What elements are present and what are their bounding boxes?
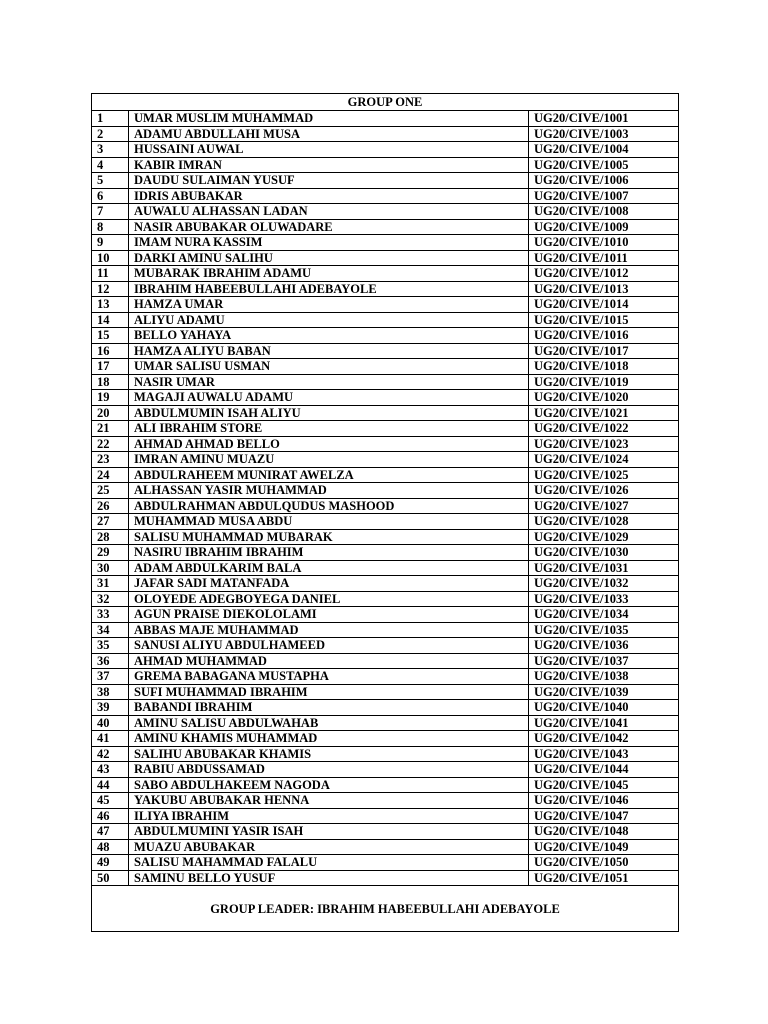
member-number: 44 [92,777,129,793]
member-number: 5 [92,173,129,189]
member-reg-number: UG20/CIVE/1050 [529,855,679,871]
member-name: IMRAN AMINU MUAZU [129,452,529,468]
table-row [92,529,679,545]
member-name: SALISU MUHAMMAD MUBARAK [129,529,529,545]
member-name: GREMA BABAGANA MUSTAPHA [129,669,529,685]
table-row [92,622,679,638]
member-reg-number: UG20/CIVE/1001 [529,111,679,127]
member-name: DARKI AMINU SALIHU [129,250,529,266]
member-number: 30 [92,560,129,576]
table-row [92,204,679,220]
table-row [92,607,679,623]
table-row [92,669,679,685]
member-name: HAMZA ALIYU BABAN [129,343,529,359]
table-row [92,126,679,142]
member-reg-number: UG20/CIVE/1008 [529,204,679,220]
table-row [92,498,679,514]
member-name: ABDULMUMINI YASIR ISAH [129,824,529,840]
member-number: 40 [92,715,129,731]
member-reg-number: UG20/CIVE/1005 [529,157,679,173]
member-name: KABIR IMRAN [129,157,529,173]
table-row [92,219,679,235]
member-reg-number: UG20/CIVE/1044 [529,762,679,778]
member-reg-number: UG20/CIVE/1039 [529,684,679,700]
roster-body [92,94,679,932]
member-reg-number: UG20/CIVE/1033 [529,591,679,607]
member-name: BELLO YAHAYA [129,328,529,344]
member-number: 17 [92,359,129,375]
member-number: 50 [92,870,129,886]
member-reg-number: UG20/CIVE/1034 [529,607,679,623]
table-row [92,808,679,824]
table-row [92,467,679,483]
member-number: 24 [92,467,129,483]
member-number: 22 [92,436,129,452]
member-number: 13 [92,297,129,313]
table-row [92,560,679,576]
member-reg-number: UG20/CIVE/1047 [529,808,679,824]
table-row [92,436,679,452]
member-name: ALI IBRAHIM STORE [129,421,529,437]
member-name: ABDULMUMIN ISAH ALIYU [129,405,529,421]
member-reg-number: UG20/CIVE/1028 [529,514,679,530]
member-number: 25 [92,483,129,499]
member-number: 23 [92,452,129,468]
member-name: RABIU ABDUSSAMAD [129,762,529,778]
member-number: 29 [92,545,129,561]
table-row [92,483,679,499]
member-reg-number: UG20/CIVE/1022 [529,421,679,437]
member-number: 20 [92,405,129,421]
group-title: GROUP ONE [92,94,679,111]
table-row [92,684,679,700]
member-name: ABDULRAHEEM MUNIRAT AWELZA [129,467,529,483]
table-row [92,777,679,793]
member-number: 2 [92,126,129,142]
member-number: 45 [92,793,129,809]
member-name: BABANDI IBRAHIM [129,700,529,716]
member-reg-number: UG20/CIVE/1043 [529,746,679,762]
member-reg-number: UG20/CIVE/1014 [529,297,679,313]
member-name: ABDULRAHMAN ABDULQUDUS MASHOOD [129,498,529,514]
member-number: 8 [92,219,129,235]
member-reg-number: UG20/CIVE/1031 [529,560,679,576]
member-name: SALISU MAHAMMAD FALALU [129,855,529,871]
member-reg-number: UG20/CIVE/1011 [529,250,679,266]
member-number: 4 [92,157,129,173]
member-number: 48 [92,839,129,855]
member-number: 33 [92,607,129,623]
table-row [92,235,679,251]
member-number: 21 [92,421,129,437]
table-row [92,188,679,204]
member-reg-number: UG20/CIVE/1040 [529,700,679,716]
member-number: 28 [92,529,129,545]
table-row [92,142,679,158]
group-title-row [92,94,679,111]
member-number: 16 [92,343,129,359]
member-number: 9 [92,235,129,251]
member-number: 26 [92,498,129,514]
member-name: AUWALU ALHASSAN LADAN [129,204,529,220]
member-number: 39 [92,700,129,716]
member-reg-number: UG20/CIVE/1009 [529,219,679,235]
table-row [92,839,679,855]
member-name: AHMAD MUHAMMAD [129,653,529,669]
table-row [92,328,679,344]
member-reg-number: UG20/CIVE/1046 [529,793,679,809]
member-name: AHMAD AHMAD BELLO [129,436,529,452]
table-row [92,715,679,731]
member-number: 47 [92,824,129,840]
member-number: 37 [92,669,129,685]
member-name: SANUSI ALIYU ABDULHAMEED [129,638,529,654]
table-row [92,111,679,127]
member-name: IBRAHIM HABEEBULLAHI ADEBAYOLE [129,281,529,297]
table-row [92,514,679,530]
table-row [92,266,679,282]
member-name: UMAR MUSLIM MUHAMMAD [129,111,529,127]
member-number: 11 [92,266,129,282]
table-row [92,405,679,421]
member-name: ADAMU ABDULLAHI MUSA [129,126,529,142]
member-reg-number: UG20/CIVE/1010 [529,235,679,251]
member-number: 12 [92,281,129,297]
member-reg-number: UG20/CIVE/1045 [529,777,679,793]
member-number: 14 [92,312,129,328]
table-row [92,374,679,390]
member-number: 1 [92,111,129,127]
member-reg-number: UG20/CIVE/1042 [529,731,679,747]
member-name: MAGAJI AUWALU ADAMU [129,390,529,406]
member-number: 18 [92,374,129,390]
table-row [92,312,679,328]
member-reg-number: UG20/CIVE/1035 [529,622,679,638]
member-reg-number: UG20/CIVE/1051 [529,870,679,886]
table-row [92,421,679,437]
member-reg-number: UG20/CIVE/1032 [529,576,679,592]
member-number: 46 [92,808,129,824]
member-name: ABBAS MAJE MUHAMMAD [129,622,529,638]
member-name: DAUDU SULAIMAN YUSUF [129,173,529,189]
member-reg-number: UG20/CIVE/1027 [529,498,679,514]
member-number: 43 [92,762,129,778]
member-reg-number: UG20/CIVE/1021 [529,405,679,421]
member-reg-number: UG20/CIVE/1006 [529,173,679,189]
member-reg-number: UG20/CIVE/1004 [529,142,679,158]
member-number: 3 [92,142,129,158]
member-number: 34 [92,622,129,638]
member-number: 32 [92,591,129,607]
member-reg-number: UG20/CIVE/1003 [529,126,679,142]
member-reg-number: UG20/CIVE/1025 [529,467,679,483]
member-name: AMINU SALISU ABDULWAHAB [129,715,529,731]
member-name: HUSSAINI AUWAL [129,142,529,158]
member-reg-number: UG20/CIVE/1038 [529,669,679,685]
member-reg-number: UG20/CIVE/1036 [529,638,679,654]
table-row [92,591,679,607]
member-name: HAMZA UMAR [129,297,529,313]
member-name: MUBARAK IBRAHIM ADAMU [129,266,529,282]
member-name: AMINU KHAMIS MUHAMMAD [129,731,529,747]
member-name: JAFAR SADI MATANFADA [129,576,529,592]
member-reg-number: UG20/CIVE/1016 [529,328,679,344]
member-name: MUHAMMAD MUSA ABDU [129,514,529,530]
table-row [92,390,679,406]
member-name: MUAZU ABUBAKAR [129,839,529,855]
member-number: 38 [92,684,129,700]
table-row [92,653,679,669]
member-number: 31 [92,576,129,592]
member-reg-number: UG20/CIVE/1020 [529,390,679,406]
member-reg-number: UG20/CIVE/1049 [529,839,679,855]
member-number: 27 [92,514,129,530]
member-reg-number: UG20/CIVE/1013 [529,281,679,297]
group-leader: GROUP LEADER: IBRAHIM HABEEBULLAHI ADEBAYOLE [92,886,679,932]
table-row [92,157,679,173]
member-name: NASIR UMAR [129,374,529,390]
member-reg-number: UG20/CIVE/1030 [529,545,679,561]
table-row [92,545,679,561]
member-reg-number: UG20/CIVE/1026 [529,483,679,499]
table-row [92,793,679,809]
member-number: 10 [92,250,129,266]
member-number: 7 [92,204,129,220]
table-row [92,359,679,375]
member-reg-number: UG20/CIVE/1041 [529,715,679,731]
member-name: AGUN PRAISE DIEKOLOLAMI [129,607,529,623]
table-row [92,638,679,654]
member-reg-number: UG20/CIVE/1024 [529,452,679,468]
table-row [92,870,679,886]
table-row [92,700,679,716]
member-name: SALIHU ABUBAKAR KHAMIS [129,746,529,762]
member-reg-number: UG20/CIVE/1007 [529,188,679,204]
member-reg-number: UG20/CIVE/1019 [529,374,679,390]
member-name: ILIYA IBRAHIM [129,808,529,824]
member-reg-number: UG20/CIVE/1023 [529,436,679,452]
member-reg-number: UG20/CIVE/1037 [529,653,679,669]
member-reg-number: UG20/CIVE/1017 [529,343,679,359]
member-number: 36 [92,653,129,669]
group-roster-table [91,93,679,932]
member-number: 6 [92,188,129,204]
member-number: 41 [92,731,129,747]
member-name: IMAM NURA KASSIM [129,235,529,251]
member-number: 35 [92,638,129,654]
member-name: YAKUBU ABUBAKAR HENNA [129,793,529,809]
member-reg-number: UG20/CIVE/1012 [529,266,679,282]
member-number: 19 [92,390,129,406]
table-row [92,250,679,266]
member-name: SUFI MUHAMMAD IBRAHIM [129,684,529,700]
member-name: ALIYU ADAMU [129,312,529,328]
table-row [92,731,679,747]
member-reg-number: UG20/CIVE/1015 [529,312,679,328]
member-name: UMAR SALISU USMAN [129,359,529,375]
member-name: OLOYEDE ADEGBOYEGA DANIEL [129,591,529,607]
member-number: 49 [92,855,129,871]
table-row [92,746,679,762]
member-reg-number: UG20/CIVE/1018 [529,359,679,375]
member-reg-number: UG20/CIVE/1048 [529,824,679,840]
table-row [92,343,679,359]
member-name: SABO ABDULHAKEEM NAGODA [129,777,529,793]
member-name: ADAM ABDULKARIM BALA [129,560,529,576]
member-name: IDRIS ABUBAKAR [129,188,529,204]
member-name: ALHASSAN YASIR MUHAMMAD [129,483,529,499]
member-name: NASIR ABUBAKAR OLUWADARE [129,219,529,235]
table-row [92,297,679,313]
member-reg-number: UG20/CIVE/1029 [529,529,679,545]
table-row [92,824,679,840]
member-number: 15 [92,328,129,344]
table-row [92,452,679,468]
table-row [92,855,679,871]
table-row [92,281,679,297]
document-page [91,93,678,932]
member-number: 42 [92,746,129,762]
group-leader-row [92,886,679,932]
table-row [92,762,679,778]
table-row [92,576,679,592]
member-name: NASIRU IBRAHIM IBRAHIM [129,545,529,561]
member-name: SAMINU BELLO YUSUF [129,870,529,886]
table-row [92,173,679,189]
